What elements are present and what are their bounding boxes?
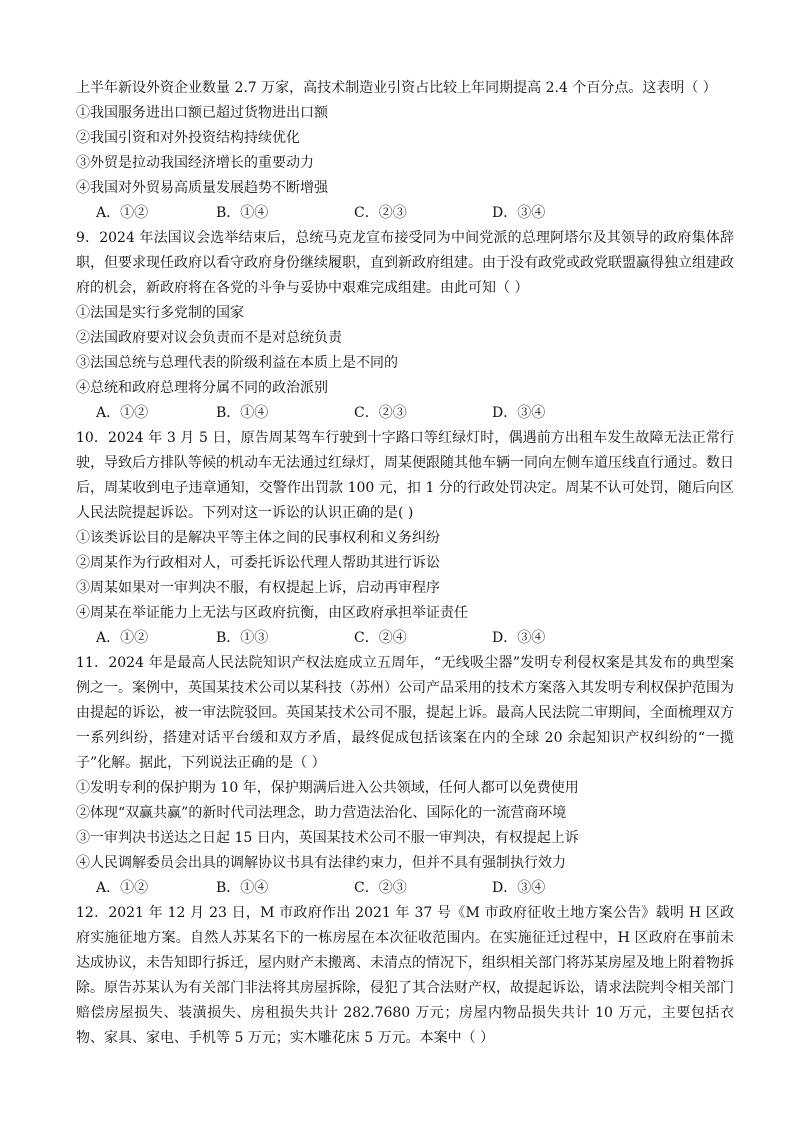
answer-choices: [76, 201, 734, 226]
option-3: ③外贸是拉动我国经济增长的重要动力: [76, 155, 314, 171]
option-3: ③法国总统与总理代表的阶级利益在本质上是不同的: [76, 355, 398, 371]
question-9: [76, 226, 734, 426]
choice-b: B．①④: [216, 405, 269, 421]
choice-c: C．②④: [354, 630, 407, 646]
question-8-stem: 上半年新设外资企业数量 2.7 万家，高技术制造业引资占比较上年同期提高 2.4 个百分点。这表明（ ）: [76, 80, 717, 96]
option-3: ③一审判决书送达之日起 15 日内，英国某技术公司不服一审判决，有权提起上诉: [76, 830, 579, 846]
choice-c: C．②③: [354, 880, 407, 896]
question-12: [76, 901, 734, 1051]
choice-d: D．③④: [492, 405, 546, 421]
question-9-stem: 9．2024 年法国议会选举结束后，总统马克龙宣布接受同为中间党派的总理阿塔尔及其领导的政府集体辞职，但要求现任政府以看守政府身份继续履职，直到新政府组建。由于没有政党或政党联盟赢得独立组建政府的机会，新政府将在各党的斗争与妥协中艰难完成组建。由此可知（ ）: [76, 230, 734, 296]
question-10-stem: 10．2024 年 3 月 5 日，原告周某驾车行驶到十字路口等红绿灯时，偶遇前方出租车发生故障无法正常行驶，导致后方排队等候的机动车无法通过红绿灯，周某便跟随其他车辆一同向左侧车道压线直行通过。数日后，周某收到电子违章通知，交警作出罚款 100 元，扣 1 分的行政处罚决定。周某不认可处罚，随后向区人民法院提起诉讼。下列对这一诉讼的认识正确的是( ): [76, 430, 734, 521]
question-11: [76, 651, 734, 901]
choice-b: B．①④: [216, 880, 269, 896]
option-2: ②体现“双赢共赢”的新时代司法理念，助力营造法治化、国际化的一流营商环境: [76, 805, 567, 821]
choice-a: A．①②: [96, 405, 149, 421]
choice-b: B．①③: [216, 630, 269, 646]
option-1: ①我国服务进出口额已超过货物进出口额: [76, 105, 328, 121]
option-1: ①法国是实行多党制的国家: [76, 305, 244, 321]
option-2: ②我国引资和对外投资结构持续优化: [76, 130, 300, 146]
option-4: ④人民调解委员会出具的调解协议书具有法律约束力，但并不具有强制执行效力: [76, 855, 566, 871]
option-1: ①发明专利的保护期为 10 年，保护期满后进入公共领域，任何人都可以免费使用: [76, 780, 579, 796]
option-2: ②周某作为行政相对人，可委托诉讼代理人帮助其进行诉讼: [76, 555, 440, 571]
answer-choices: [76, 876, 734, 901]
question-10: [76, 426, 734, 651]
choice-a: A．①②: [96, 630, 149, 646]
option-3: ③周某如果对一审判决不服，有权提起上诉，启动再审程序: [76, 580, 440, 596]
choice-c: C．②③: [354, 205, 407, 221]
answer-choices: [76, 401, 734, 426]
option-4: ④总统和政府总理将分属不同的政治派别: [76, 380, 328, 396]
choice-d: D．③④: [492, 880, 546, 896]
option-4: ④周某在举证能力上无法与区政府抗衡，由区政府承担举证责任: [76, 605, 468, 621]
choice-c: C．②③: [354, 405, 407, 421]
option-2: ②法国政府要对议会负责而不是对总统负责: [76, 330, 342, 346]
question-11-stem: 11．2024 年是最高人民法院知识产权法庭成立五周年，“无线吸尘器”发明专利侵权案是其发布的典型案例之一。案例中，英国某技术公司以某科技（苏州）公司产品采用的技术方案落入其发明专利权保护范围为由提起的诉讼，被一审法院驳回。英国某技术公司不服，提起上诉。最高人民法院二审期间，全面梳理双方一系列纠纷，搭建对话平台缓和双方矛盾，最终促成包括该案在内的全球 20 余起知识产权纠纷的“一揽子”化解。据此，下列说法正确的是（ ）: [76, 655, 734, 771]
choice-a: A．①②: [96, 880, 149, 896]
choice-a: A．①②: [96, 205, 149, 221]
answer-choices: [76, 626, 734, 651]
choice-d: D．③④: [492, 630, 546, 646]
option-1: ①该类诉讼目的是解决平等主体之间的民事权利和义务纠纷: [76, 530, 440, 546]
choice-b: B．①④: [216, 205, 269, 221]
question-12-stem: 12．2021 年 12 月 23 日，M 市政府作出 2021 年 37 号《M 市政府征收土地方案公告》载明 H 区政府实施征地方案。自然人苏某名下的一栋房屋在本次征收范围内。在实施征迁过程中，H 区政府在事前未达成协议，未告知即行拆迁，屋内财产未搬离、未清点的情况下，组织相关部门将苏某房屋及地上附着物拆除。原告苏某认为有关部门非法将其房屋拆除，侵犯了其合法财产权，故提起诉讼，请求法院判令相关部门赔偿房屋损失、装潢损失、房租损失共计 282.7680 万元；房屋内物品损失共计 10 万元，主要包括衣物、家具、家电、手机等 5 万元；实木雕花床 5 万元。本案中（ ）: [76, 905, 734, 1046]
option-4: ④我国对外贸易高质量发展趋势不断增强: [76, 180, 328, 196]
choice-d: D．③④: [492, 205, 546, 221]
question-8: [76, 76, 734, 226]
